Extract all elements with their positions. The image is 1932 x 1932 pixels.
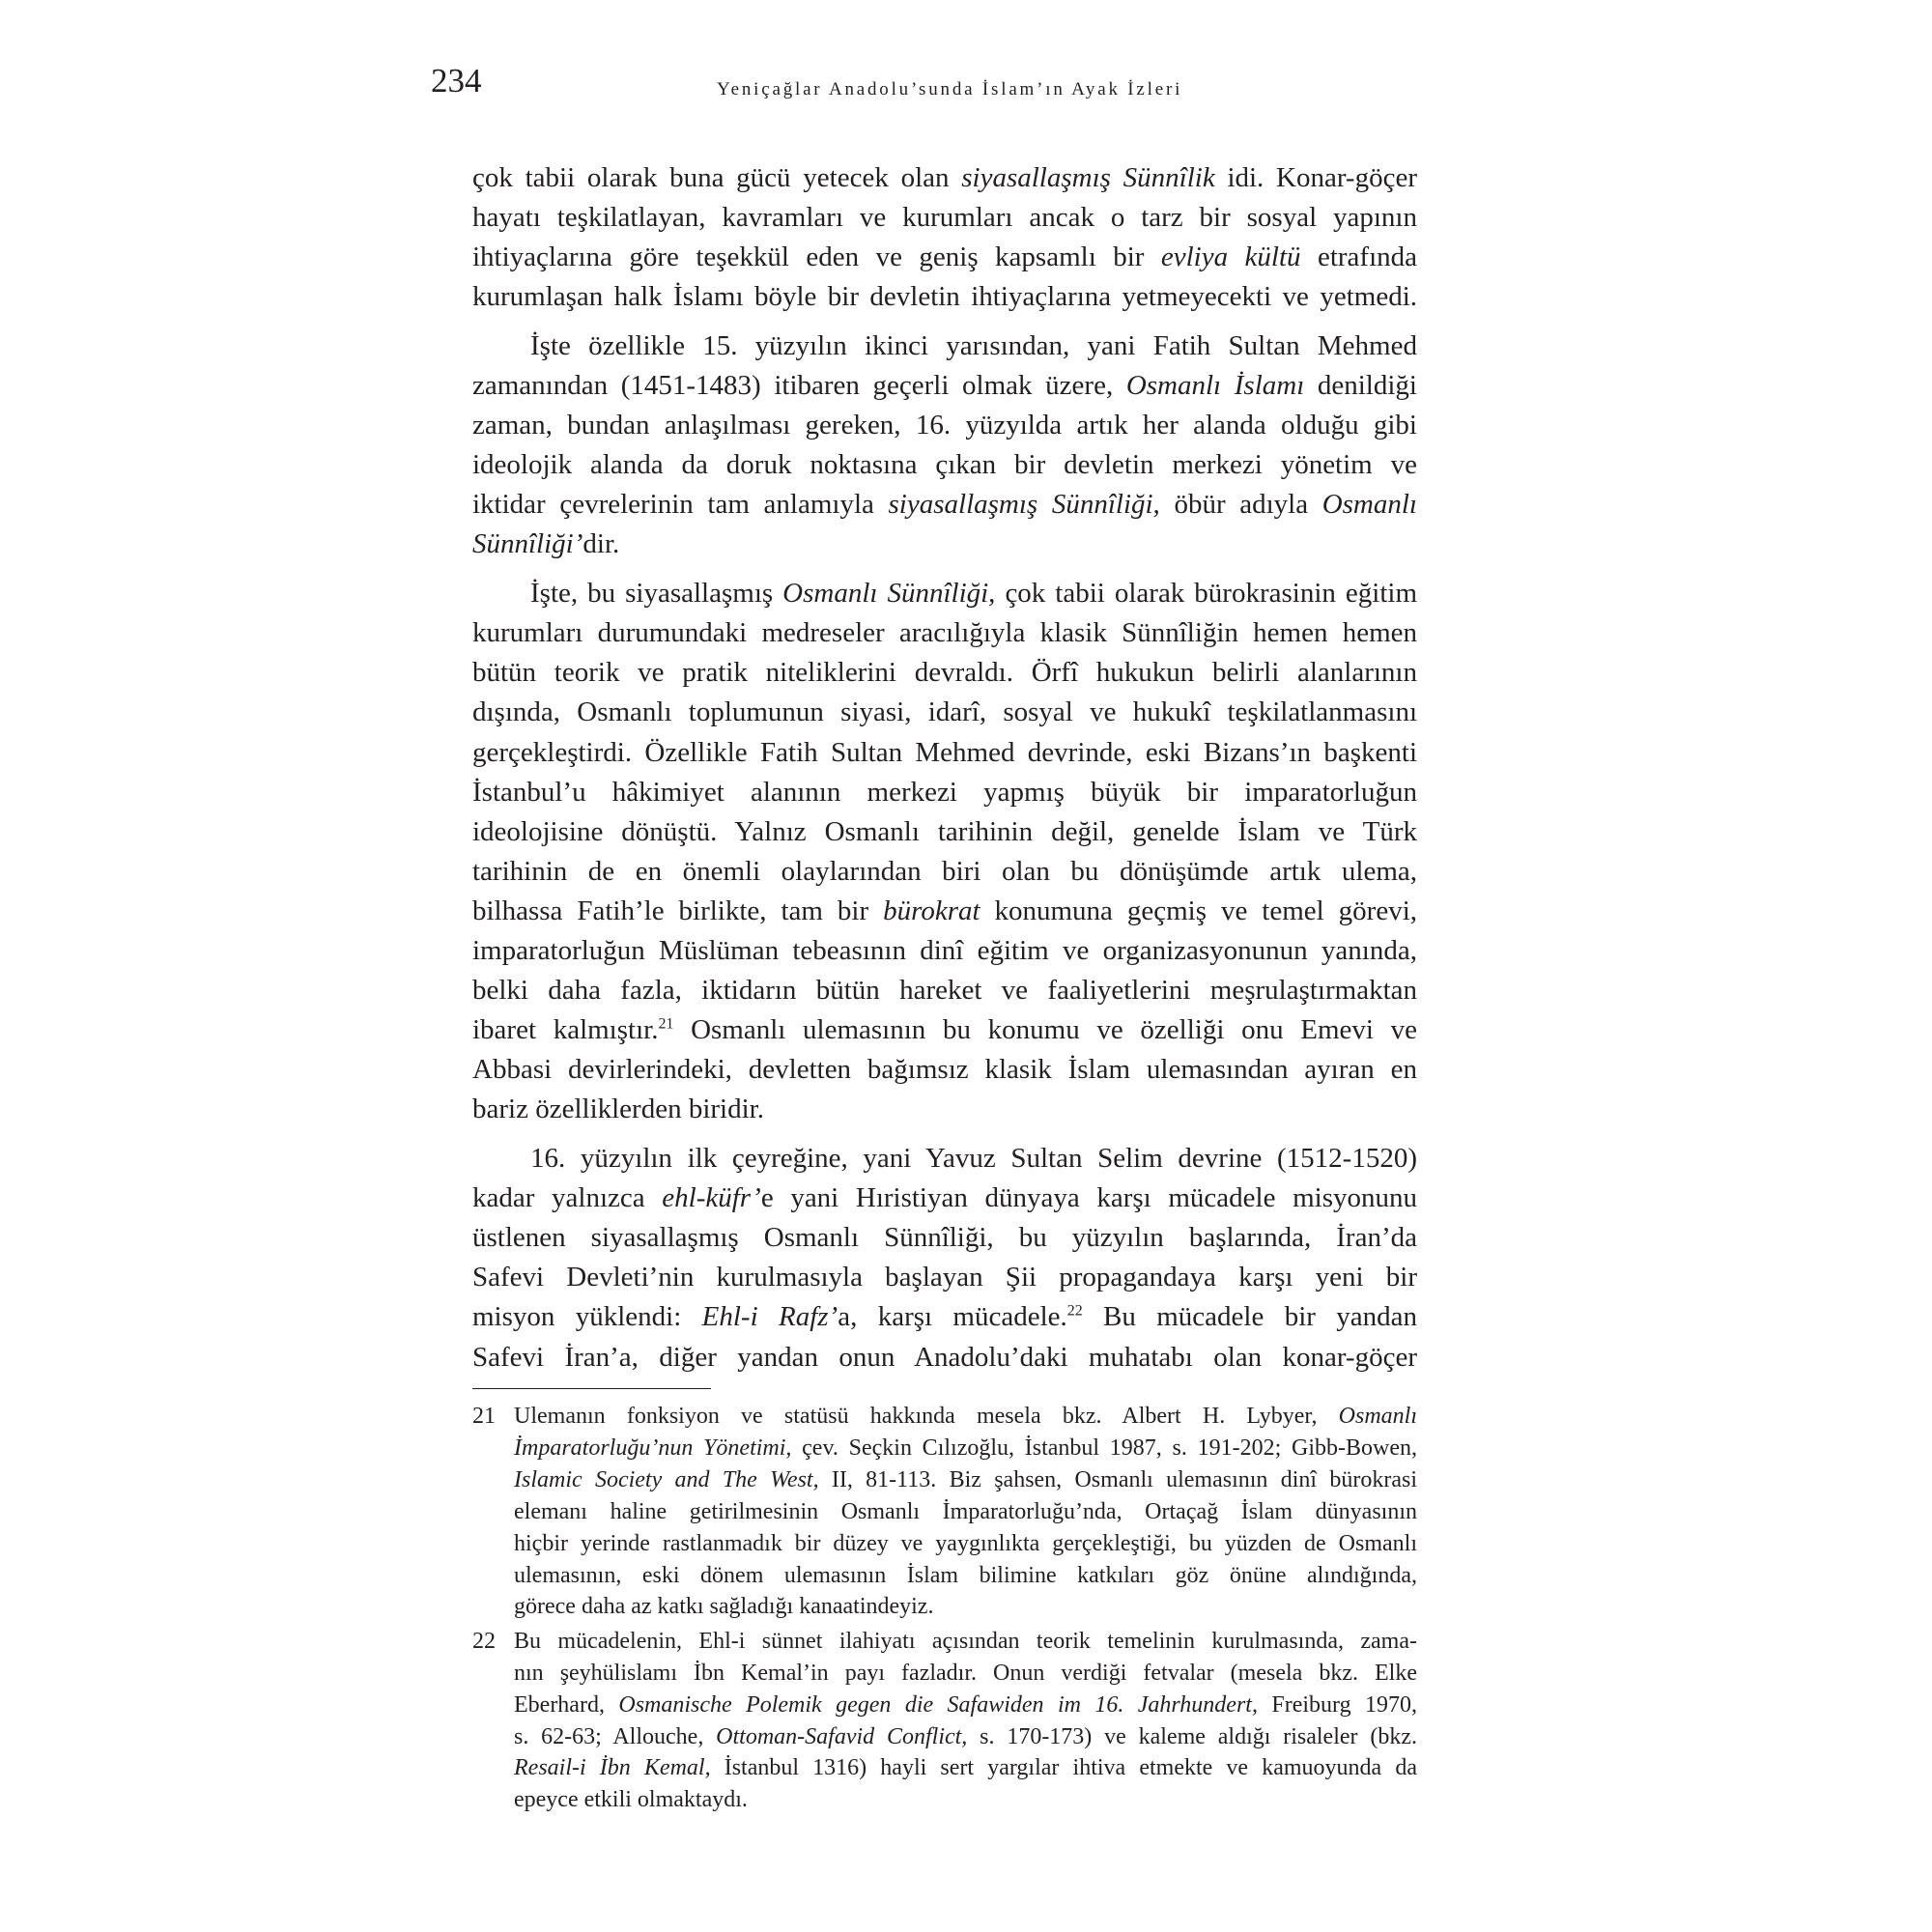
footnote-text [514,1626,1417,1816]
text-line [472,1139,1417,1179]
text-run: İstanbul 1316) hayli sert yargılar ihtiva etmekte ve kamuoyunda da [710,1755,1417,1781]
text-run: Safevi Devleti’nin kurulmasıyla başlayan Şii propagandaya karşı yeni bir [472,1262,1417,1293]
text-run: ideolojik alanda da doruk noktasına çıkan bir devletin merkezi yönetim ve [472,449,1417,481]
text-line [514,1433,1417,1464]
footnote-number: 22 [472,1628,496,1654]
text-run: ulemasının, eski dönem ulemasının İslam bilimine katkıları göz önüne alındığında, [514,1562,1417,1588]
italic-text: Ottoman-Safavid Conflict, [716,1723,968,1749]
text-line [472,812,1417,852]
text-line [472,406,1417,445]
text-run: Bu mücadelenin, Ehl-i sünnet ilahiyatı açısından teorik temelinin kurulmasında, zama- [514,1628,1417,1654]
text-run: iktidar çevrelerinin tam anlamıyla [472,489,889,521]
text-run: İşte özellikle 15. yüzyılın ikinci yarısından, yani Fatih Sultan Mehmed [530,329,1417,361]
text-run: İşte, bu siyasallaşmış [530,578,783,610]
text-line [472,733,1417,773]
text-line [472,1090,1417,1129]
italic-text: Osmanlı Sünnîliği, [782,578,996,610]
text-run: elemanı haline getirilmesinin Osmanlı İmparatorluğu’nda, Ortaçağ İslam dünyasının [514,1498,1417,1524]
text-run: Abbasi devirlerindeki, devletten bağımsız klasik İslam ulemasından ayıran en [472,1054,1417,1086]
running-header: Yeniçağlar Anadolu’sunda İslam’ın Ayak İzleri [717,79,1183,99]
text-run: Freiburg 1970, [1257,1691,1418,1718]
text-run: nın şeyhülislamı İbn Kemal’in payı fazladır. Onun verdiği fetvalar (mesela bkz. Elke [514,1660,1417,1686]
text-line [514,1690,1417,1721]
paragraph [472,1139,1417,1378]
text-run: s. 170-173) ve kaleme aldığı risaleler (bkz. [967,1723,1418,1749]
italic-text: Osmanische Polemik gegen die Safawiden im 16. Jahrhundert, [618,1691,1258,1718]
text-run: etrafında [1300,242,1417,273]
italic-text: siyasallaşmış Sünnîliği, [888,489,1160,521]
text-run: 16. yüzyılın ilk çeyreğine, yani Yavuz Sultan Selim devrine (1512-1520) [530,1143,1417,1175]
text-run: kurumları durumundaki medreseler aracılığıyla klasik Sünnîliğin hemen hemen [472,617,1417,649]
text-run: epeyce etkili olmaktaydı. [514,1787,748,1813]
footnote-reference: 22 [1066,1303,1083,1321]
text-run: İstanbul’u hâkimiyet alanının merkezi yapmış büyük bir imparatorluğun [472,776,1417,808]
italic-text: Osmanlı [1321,489,1417,521]
italic-text: Osmanlı İslamı [1125,370,1305,402]
italic-text: bürokrat [883,895,980,926]
text-run: tarihinin de en önemli olaylarından biri olan bu dönüşümde artık ulema, [472,855,1417,887]
paragraph [472,158,1417,317]
text-line [514,1464,1417,1496]
text-line [472,653,1417,693]
text-line [472,574,1417,613]
text-run: bilhassa Fatih’le birlikte, tam bir [472,895,884,926]
text-line [472,1179,1417,1218]
text-run: hiçbir yerinde rastlanmadık bir düzey ve yaygınlıkta gerçekleştiği, bu yüzden de Osmanlı [514,1530,1417,1556]
text-run: imparatorluğun Müslüman tebeasının dinî eğitim ve organizasyonunun yanında, [472,934,1417,966]
text-run: ihtiyaçlarına göre teşekkül eden ve geniş kapsamlı bir [472,242,1161,273]
text-run: dışında, Osmanlı toplumunun siyasi, idarî, sosyal ve hukukî teşkilatlanmasını [472,696,1417,728]
text-line [472,327,1417,366]
text-line [472,1338,1417,1378]
text-run: zamanından (1451-1483) itibaren geçerli olmak üzere, [472,370,1126,402]
italic-text: İmparatorluğu’nun Yönetimi, [514,1435,792,1461]
text-run: ideolojisine dönüştü. Yalnız Osmanlı tarihinin değil, genelde İslam ve Türk [472,815,1417,847]
text-run: e yani Hıristiyan dünyaya karşı mücadele misyonunu [760,1182,1417,1214]
text-run: a, karşı mücadele. [838,1301,1067,1333]
text-run: hayatı teşkilatlayan, kavramları ve kurumları ancak o tarz bir sosyal yapının [472,202,1417,234]
text-line [472,773,1417,812]
text-run: Ulemanın fonksiyon ve statüsü hakkında mesela bkz. Albert H. Lybyer, [514,1404,1339,1429]
italic-text: Ehl-i Rafz’ [701,1301,838,1333]
text-line [472,931,1417,971]
text-line [514,1721,1417,1753]
text-line [472,277,1417,317]
text-run: çok tabii olarak bürokrasinin eğitim [995,578,1417,610]
italic-text: siyasallaşmış Sünnîlik [961,162,1215,193]
text-run: Osmanlı ulemasının bu konumu ve özelliği onu Emevi ve [673,1014,1417,1046]
text-line [472,1010,1417,1050]
text-line [472,525,1417,564]
text-run: çok tabii olarak buna gücü yetecek olan [472,162,962,193]
text-line [514,1591,1417,1623]
italic-text: Islamic Society and The West, [514,1466,819,1492]
paragraph [472,574,1417,1129]
footnotes [472,1401,1417,1816]
paragraph [472,327,1417,565]
italic-text: Osmanlı [1338,1404,1417,1429]
text-run: bütün teorik ve pratik niteliklerini devraldı. Örfî hukukun belirli alanlarının [472,657,1417,689]
text-run: idi. Konar-göçer [1214,162,1417,193]
text-line [472,852,1417,892]
text-line [514,1626,1417,1658]
text-run: misyon yüklendi: [472,1301,702,1333]
text-run: II, 81-113. Biz şahsen, Osmanlı ulemasının dinî bürokrasi [818,1466,1417,1492]
text-run: kurumlaşan halk İslamı böyle bir devletin ihtiyaçlarına yetmeyecekti ve yetmedi. [472,281,1417,313]
text-line [514,1658,1417,1690]
text-run: bariz özelliklerden biridir. [472,1094,764,1125]
text-run: konumuna geçmiş ve temel görevi, [980,895,1417,926]
text-line [472,1297,1417,1337]
text-line [514,1496,1417,1528]
text-run: dir. [582,528,620,560]
text-run: öbür adıyla [1159,489,1322,521]
footnote [472,1401,1417,1623]
text-line [472,445,1417,485]
text-run: görece daha az katkı sağladığı kanaatindeyiz. [514,1594,934,1620]
text-run: Safevi İran’a, diğer yandan onun Anadolu’daki muhatabı olan konar-göçer [472,1341,1417,1373]
text-line [472,158,1417,198]
footnote-number: 21 [472,1404,496,1429]
text-line [514,1528,1417,1560]
body-text [472,158,1417,1378]
text-line [472,485,1417,525]
footnote-rule [472,1388,711,1389]
text-line [514,1401,1417,1433]
footnote-reference: 21 [658,1015,674,1033]
text-run: Bu mücadele bir yandan [1082,1301,1418,1333]
text-line [472,366,1417,406]
text-run: ibaret kalmıştır. [472,1014,659,1046]
text-run: belki daha fazla, iktidarın bütün hareket ve faaliyetlerini meşrulaştırmaktan [472,975,1417,1007]
text-run: Eberhard, [514,1691,619,1718]
text-line [472,198,1417,238]
text-run: üstlenen siyasallaşmış Osmanlı Sünnîliği, bu yüzyılın başlarında, İran’da [472,1222,1417,1254]
text-line [514,1560,1417,1592]
italic-text: Sünnîliği’ [472,528,583,560]
italic-text: Resail-i İbn Kemal, [514,1755,711,1781]
text-run: çev. Seçkin Cılızoğlu, İstanbul 1987, s. 191-202; Gibb-Bowen, [791,1435,1417,1461]
text-run: s. 62-63; Allouche, [514,1723,717,1749]
text-line [472,693,1417,732]
footnote [472,1626,1417,1816]
italic-text: ehl-küfr’ [662,1182,761,1214]
text-run: gerçekleştirdi. Özellikle Fatih Sultan Mehmed devrinde, eski Bizans’ın başkenti [472,736,1417,768]
text-line [514,1752,1417,1784]
footnote-text [514,1401,1417,1623]
text-line [472,1050,1417,1090]
text-line [472,892,1417,931]
text-run: zaman, bundan anlaşılması gereken, 16. yüzyılda artık her alanda olduğu gibi [472,410,1417,441]
text-line [472,1258,1417,1297]
text-run: kadar yalnızca [472,1182,663,1214]
text-line [472,613,1417,653]
text-line [472,971,1417,1010]
text-line [514,1784,1417,1816]
page-number: 234 [431,62,482,99]
text-run: denildiği [1304,370,1417,402]
text-line [472,238,1417,277]
italic-text: evliya kültü [1160,242,1301,273]
text-line [472,1218,1417,1258]
